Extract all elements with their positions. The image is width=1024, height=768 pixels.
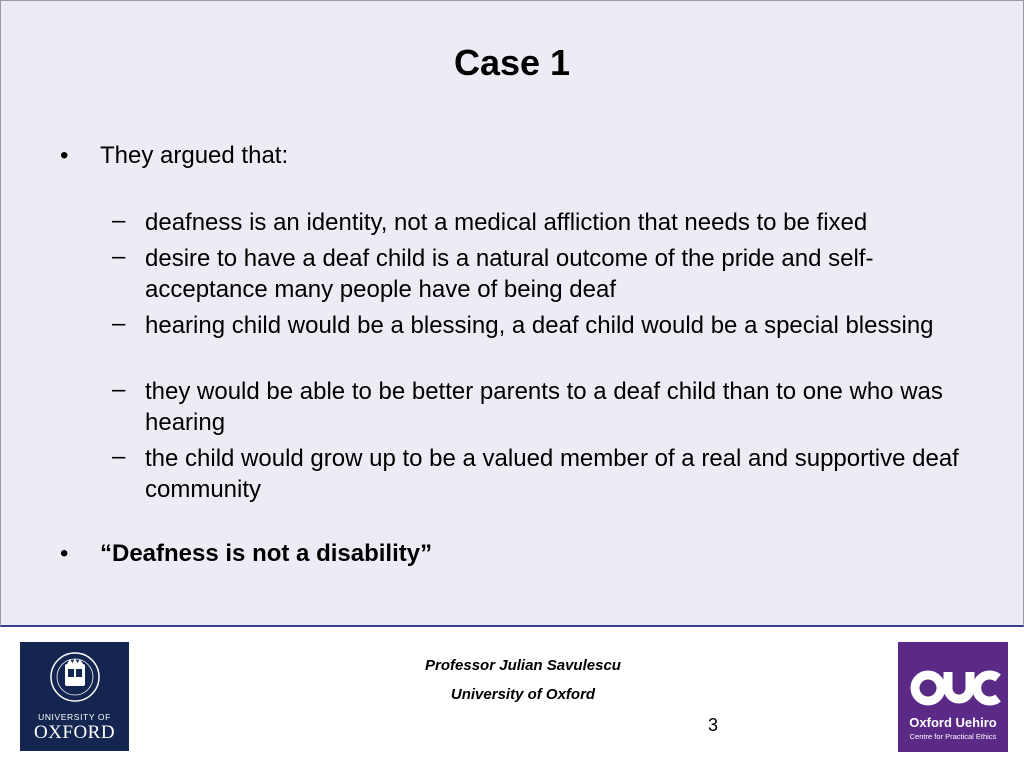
oxford-crest-icon [20, 642, 129, 712]
bullet-quote-text: “Deafness is not a disability” [100, 540, 433, 567]
bullet-text: They argued that: [100, 142, 289, 169]
footer-institution: University of Oxford [450, 686, 596, 703]
dash-icon: – [112, 243, 126, 270]
oxford-logo [20, 642, 129, 751]
sub-bullet-text: they would be able to be better parents to a deaf child than to one who was hearing [145, 378, 943, 436]
sub-bullet-text: the child would grow up to be a valued member of a real and supportive deaf community [145, 445, 959, 503]
dash-icon: – [112, 443, 126, 470]
oxford-logo-line2: OXFORD [33, 722, 116, 743]
slide-title: Case 1 [453, 42, 571, 83]
page-number: 3 [708, 715, 719, 735]
uehiro-logo-subtitle: Centre for Practical Ethics [909, 732, 997, 741]
dash-icon: – [112, 207, 126, 234]
sub-bullet-text: deafness is an identity, not a medical affliction that needs to be fixed [145, 209, 868, 236]
oxford-logo-line1: UNIVERSITY OF [38, 712, 111, 722]
bullet-icon: • [60, 142, 69, 169]
dash-icon: – [112, 310, 126, 337]
footer-author: Professor Julian Savulescu [425, 657, 621, 674]
sub-bullet-text: hearing child would be a blessing, a deaf child would be a special blessing [145, 312, 934, 339]
uehiro-logo [898, 642, 1008, 752]
uehiro-mark-icon [898, 642, 1008, 714]
dash-icon: – [112, 376, 126, 403]
uehiro-logo-title: Oxford Uehiro [909, 715, 997, 730]
bullet-icon: • [60, 540, 69, 567]
sub-bullet-text: desire to have a deaf child is a natural outcome of the pride and self-acceptance many people have of being deaf [145, 245, 874, 303]
